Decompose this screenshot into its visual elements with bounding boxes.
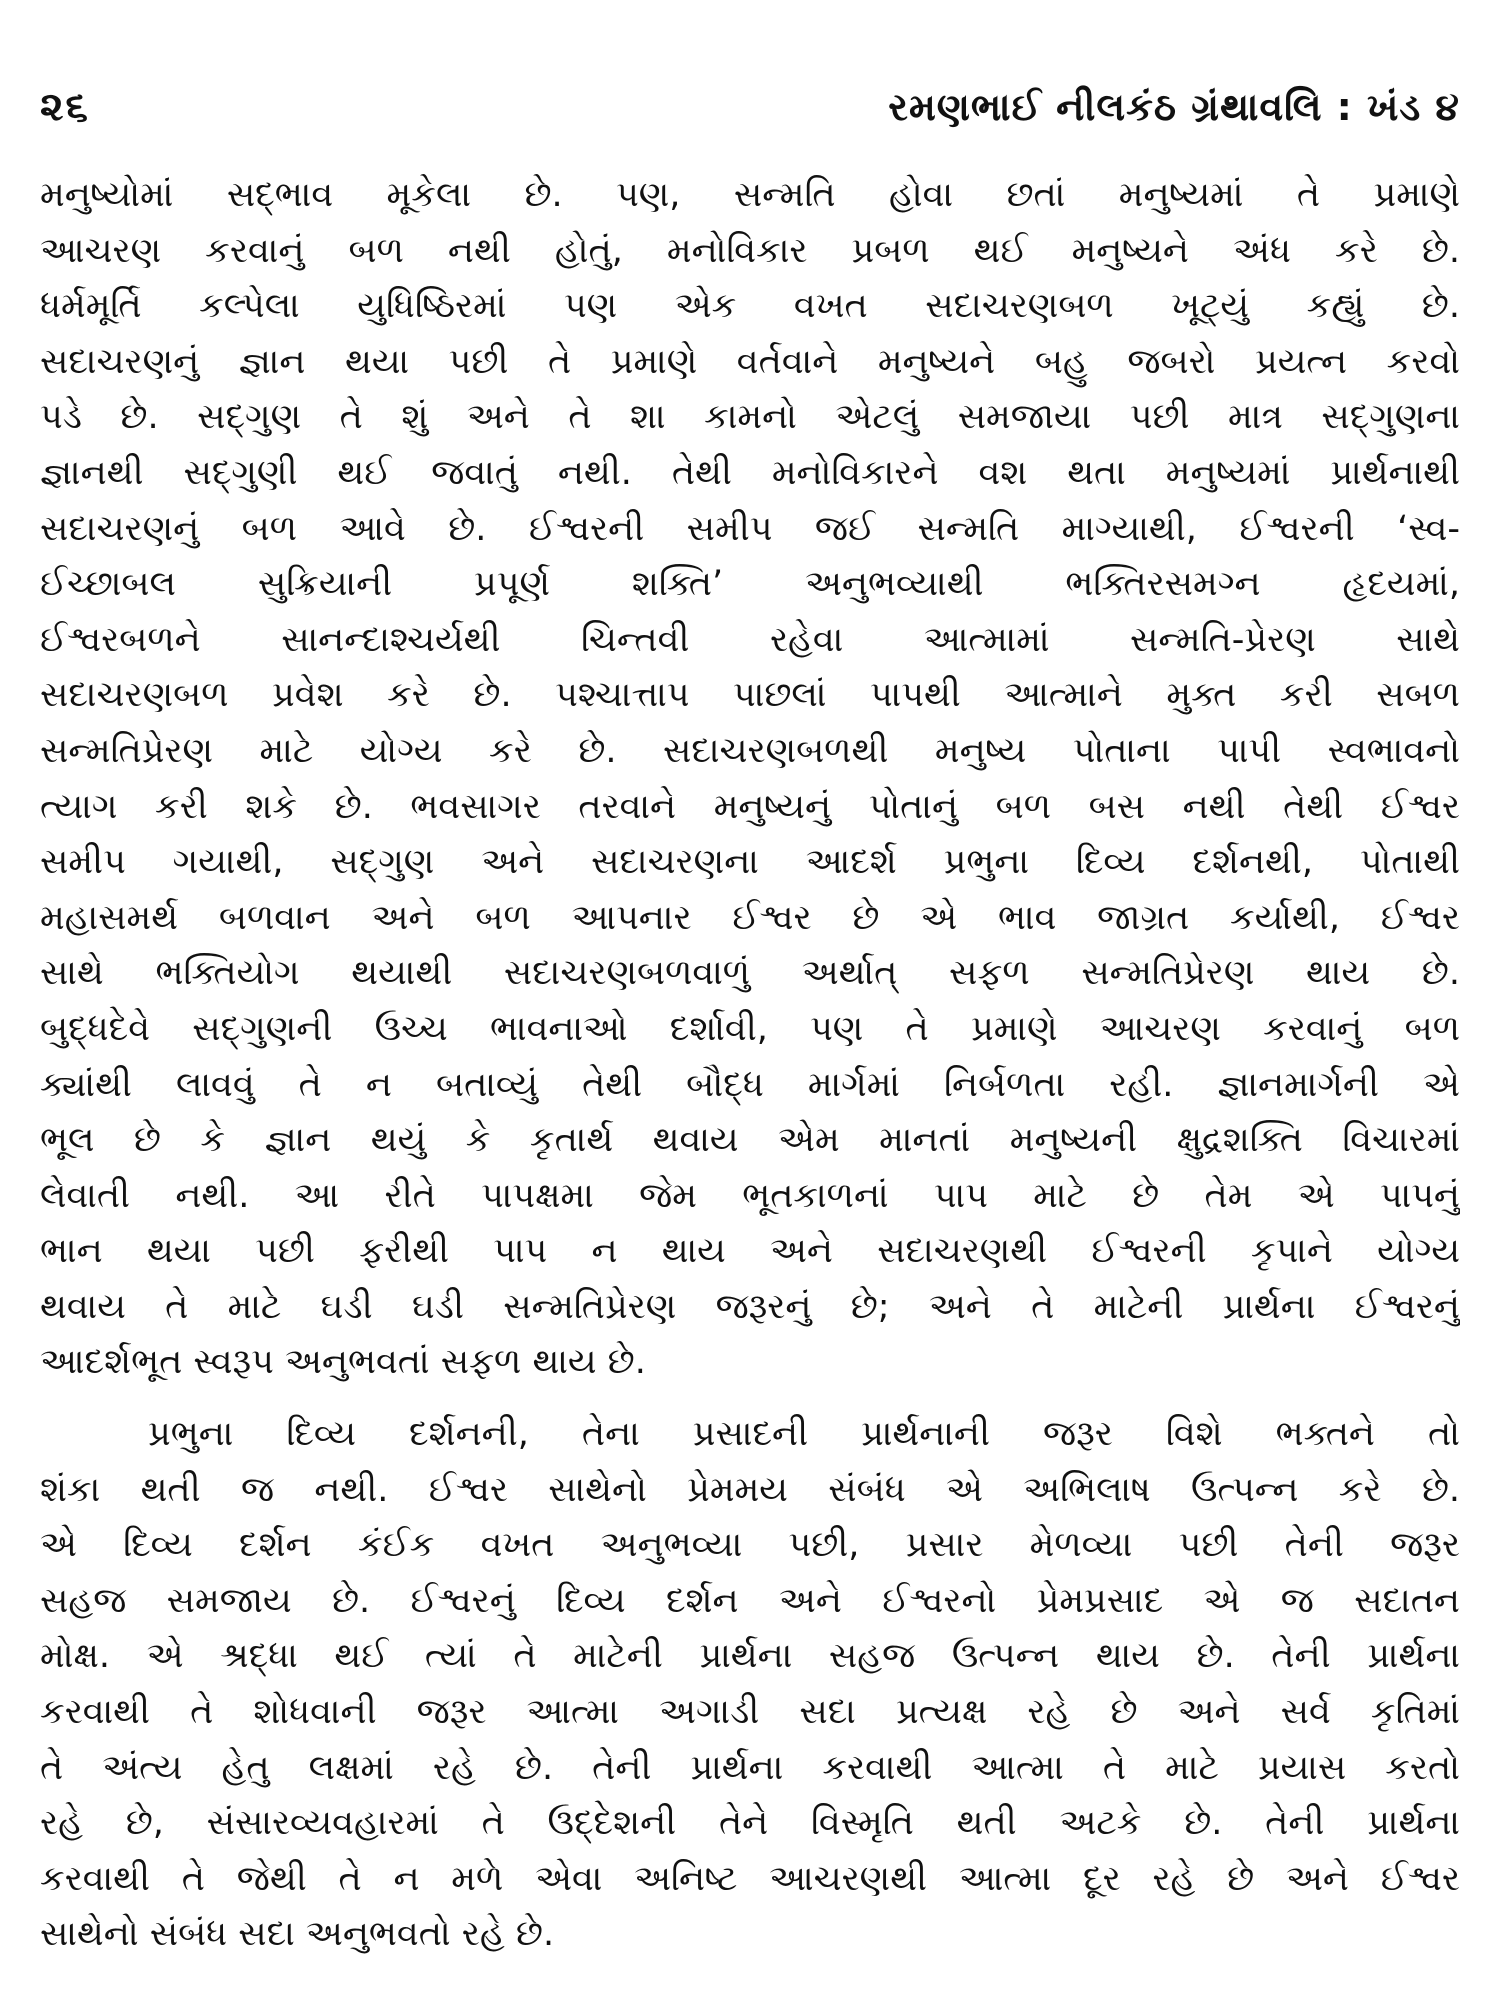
text-line: જ્ઞાનથી સદ્ગુણી થઈ જવાતું નથી. તેથી મનોવિકારને વશ થતા મનુષ્યમાં પ્રાર્થનાથી: [40, 452, 1460, 493]
text-line: સહજ સમજાય છે. ઈશ્વરનું દિવ્ય દર્શન અને ઈશ્વરનો પ્રેમપ્રસાદ એ જ સદાતન: [40, 1580, 1460, 1621]
text-line: તે અંત્ય હેતુ લક્ષમાં રહે છે. તેની પ્રાર્થના કરવાથી આત્મા તે માટે પ્રયાસ કરતો: [40, 1747, 1460, 1788]
text-line: આચરણ કરવાનું બળ નથી હોતું, મનોવિકાર પ્રબળ થઈ મનુષ્યને અંધ કરે છે.: [40, 230, 1460, 271]
text-line: સદાચરણનું બળ આવે છે. ઈશ્વરની સમીપ જઈ સન્મતિ માગ્યાથી, ઈશ્વરની ‘સ્વ-: [40, 508, 1460, 549]
text-line: મહાસમર્થ બળવાન અને બળ આપનાર ઈશ્વર છે એ ભાવ જાગ્રત કર્યાથી, ઈશ્વર: [40, 897, 1460, 938]
text-line: રહે છે, સંસારવ્યવહારમાં તે ઉદ્દેશની તેને વિસ્મૃતિ થતી અટકે છે. તેની પ્રાર્થના: [40, 1803, 1460, 1844]
paragraph-2: [40, 1407, 1460, 1963]
text-line: કરવાથી તે શોધવાની જરૂર આત્મા અગાડી સદા પ્રત્યક્ષ રહે છે અને સર્વ કૃતિમાં: [40, 1692, 1460, 1733]
text-line: લેવાતી નથી. આ રીતે પાપક્ષમા જેમ ભૂતકાળનાં પાપ માટે છે તેમ એ પાપનું: [40, 1175, 1460, 1216]
text-line: બુદ્ધદેવે સદ્ગુણની ઉચ્ચ ભાવનાઓ દર્શાવી, પણ તે પ્રમાણે આચરણ કરવાનું બળ: [40, 1008, 1460, 1049]
text-line: પડે છે. સદ્ગુણ તે શું અને તે શા કામનો એટલું સમજાયા પછી માત્ર સદ્ગુણના: [40, 397, 1460, 438]
text-line: સમીપ ગયાથી, સદ્ગુણ અને સદાચરણના આદર્શ પ્રભુના દિવ્ય દર્શનથી, પોતાથી: [40, 842, 1460, 883]
text-line: થવાય તે માટે ઘડી ઘડી સન્મતિપ્રેરણ જરૂરનું છે; અને તે માટેની પ્રાર્થના ઈશ્વરનું: [40, 1286, 1460, 1327]
text-line: ક્યાંથી લાવવું તે ન બતાવ્યું તેથી બૌદ્ધ માર્ગમાં નિર્બળતા રહી. જ્ઞાનમાર્ગની એ: [40, 1064, 1460, 1105]
text-line: ઈચ્છાબલ સુક્રિયાની પ્રપૂર્ણ શક્તિ’ અનુભવ્યાથી ભક્તિરસમગ્ન હૃદયમાં,: [40, 564, 1460, 605]
text-line: સદાચરણનું જ્ઞાન થયા પછી તે પ્રમાણે વર્તવાને મનુષ્યને બહુ જબરો પ્રયત્ન કરવો: [40, 341, 1460, 382]
text-line: આદર્શભૂત સ્વરૂપ અનુભવતાં સફળ થાય છે.: [40, 1342, 646, 1383]
text-line: સાથેનો સંબંધ સદા અનુભવતો રહે છે.: [40, 1914, 555, 1955]
page-header: [40, 84, 1460, 140]
text-line: સદાચરણબળ પ્રવેશ કરે છે. પશ્ચાત્તાપ પાછલાં પાપથી આત્માને મુક્ત કરી સબળ: [40, 675, 1460, 716]
text-line: સાથે ભક્તિયોગ થયાથી સદાચરણબળવાળું અર્થાત્ સફળ સન્મતિપ્રેરણ થાય છે.: [40, 953, 1460, 994]
body-text: [40, 168, 1460, 1963]
text-line: પ્રભુના દિવ્ય દર્શનની, તેના પ્રસાદની પ્રાર્થનાની જરૂર વિશે ભક્તને તો: [148, 1414, 1460, 1455]
text-line: કરવાથી તે જેથી તે ન મળે એવા અનિષ્ટ આચરણથી આત્મા દૂર રહે છે અને ઈશ્વર: [40, 1858, 1460, 1899]
text-line: ધર્મમૂર્તિ કલ્પેલા યુધિષ્ઠિરમાં પણ એક વખત સદાચરણબળ ખૂટ્યું કહ્યું છે.: [40, 286, 1460, 327]
text-line: ભાન થયા પછી ફરીથી પાપ ન થાય અને સદાચરણથી ઈશ્વરની કૃપાને યોગ્ય: [40, 1231, 1460, 1272]
text-line: મોક્ષ. એ શ્રદ્ધા થઈ ત્યાં તે માટેની પ્રાર્થના સહજ ઉત્પન્ન થાય છે. તેની પ્રાર્થના: [40, 1636, 1460, 1677]
text-line: મનુષ્યોમાં સદ્ભાવ મૂકેલા છે. પણ, સન્મતિ હોવા છતાં મનુષ્યમાં તે પ્રમાણે: [40, 175, 1460, 215]
text-line: એ દિવ્ય દર્શન કંઈક વખત અનુભવ્યા પછી, પ્રસાર મેળવ્યા પછી તેની જરૂર: [40, 1525, 1460, 1566]
text-line: ત્યાગ કરી શકે છે. ભવસાગર તરવાને મનુષ્યનું પોતાનું બળ બસ નથી તેથી ઈશ્વર: [40, 786, 1460, 827]
page-number: ૨૬: [40, 84, 90, 130]
paragraph-1: [40, 168, 1460, 1391]
text-line: ઈશ્વરબળને સાનન્દાશ્ચર્યથી ચિન્તવી રહેવા આત્મામાં સન્મતિ-પ્રેરણ સાથે: [40, 619, 1460, 660]
text-line: ભૂલ છે કે જ્ઞાન થયું કે કૃતાર્થ થવાય એમ માનતાં મનુષ્યની ક્ષુદ્રશક્તિ વિચારમાં: [40, 1120, 1460, 1161]
text-line: શંકા થતી જ નથી. ઈશ્વર સાથેનો પ્રેમમય સંબંધ એ અભિલાષ ઉત્પન્ન કરે છે.: [40, 1469, 1460, 1510]
running-title: રમણભાઈ નીલકંઠ ગ્રંથાવલિ : ખંડ ૪: [888, 85, 1460, 129]
text-line: સન્મતિપ્રેરણ માટે યોગ્ય કરે છે. સદાચરણબળથી મનુષ્ય પોતાના પાપી સ્વભાવનો: [40, 730, 1460, 771]
